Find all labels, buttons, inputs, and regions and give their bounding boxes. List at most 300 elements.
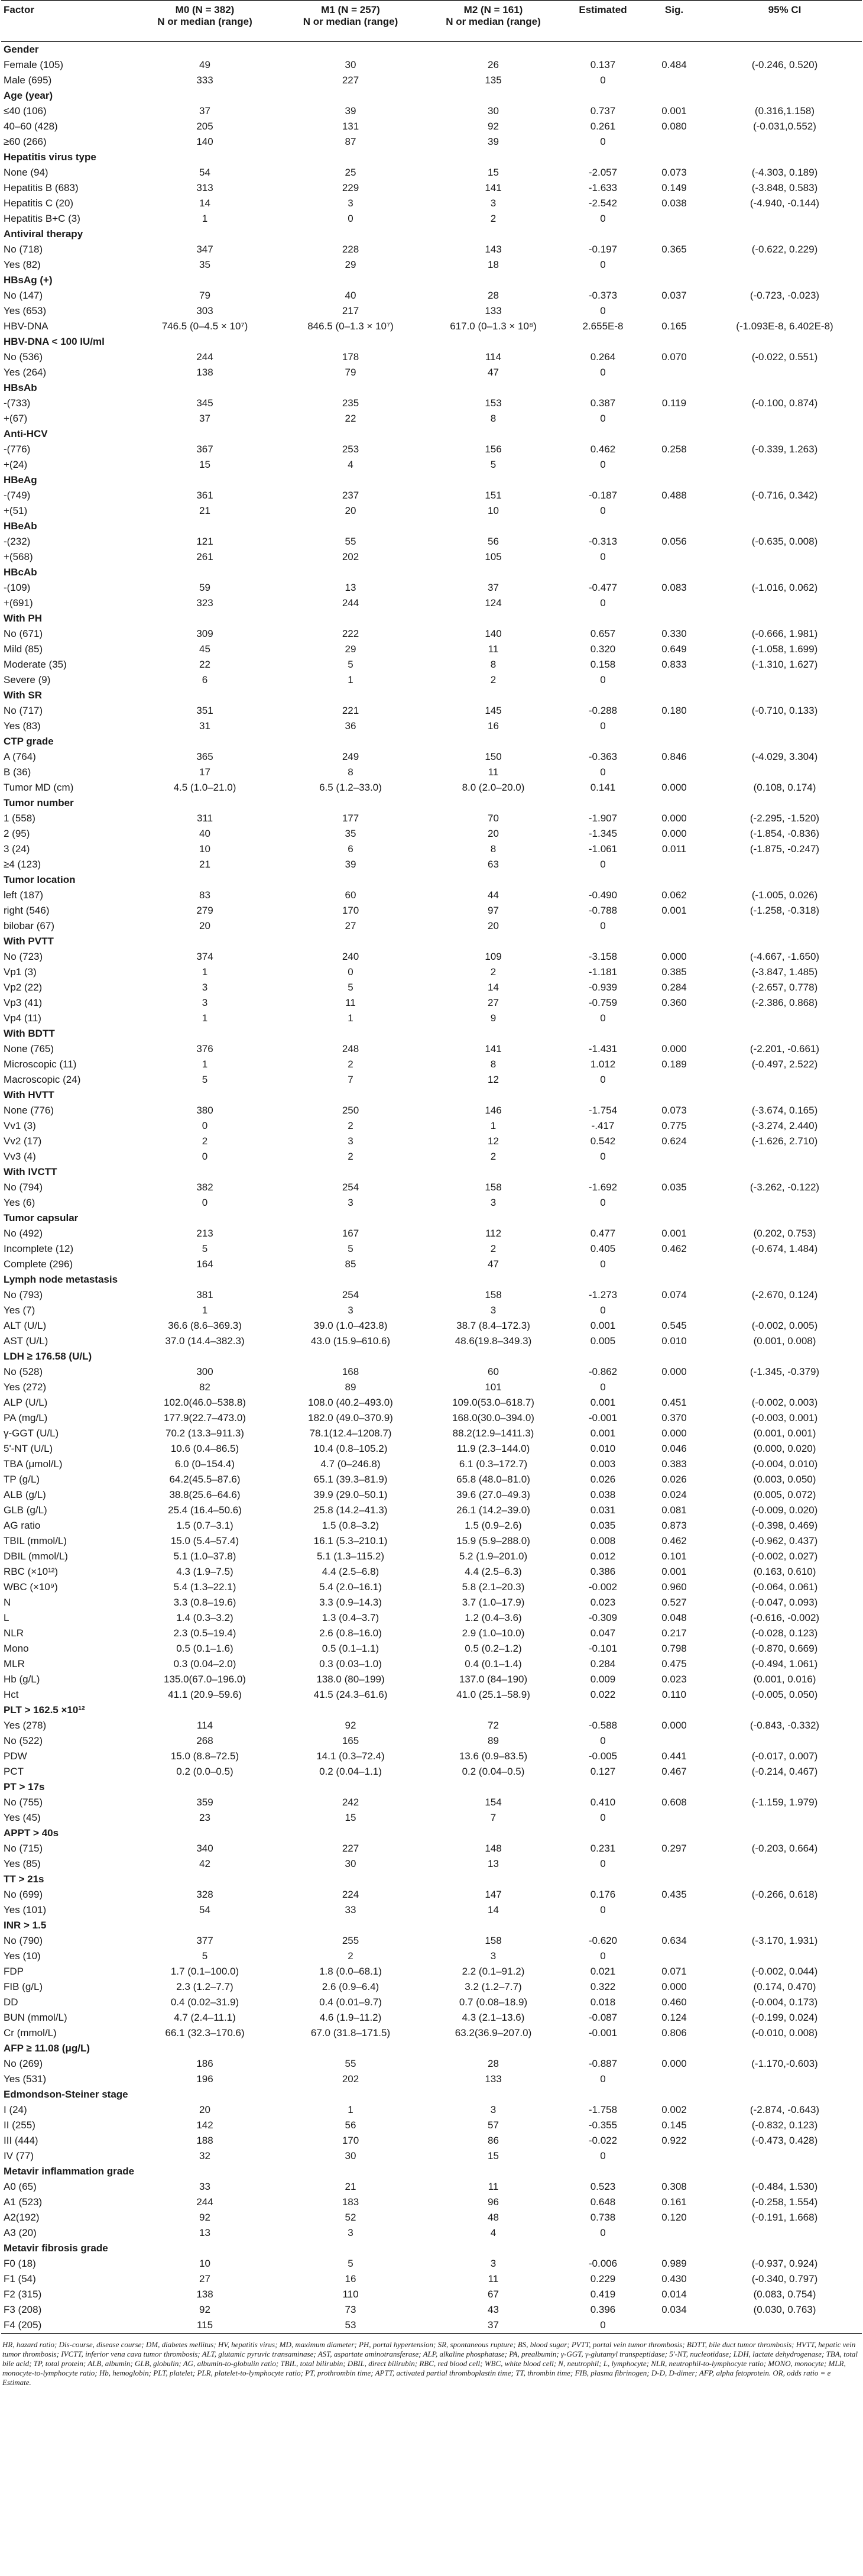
cell-ci: (-0.002, 0.003) [751, 1397, 818, 1408]
cell-m1: 40 [345, 290, 356, 301]
cell-sig: 0.000 [661, 828, 687, 839]
cell-m1: 25.8 (14.2–41.3) [313, 1504, 388, 1516]
cell-m2: 140 [485, 628, 502, 639]
cell-m1: 178 [342, 351, 359, 363]
cell-m1: 3 [348, 1197, 353, 1208]
header-m1-line: M1 (N = 257) [321, 4, 380, 15]
cell-m0: 746.5 (0–4.5 × 10⁷) [161, 321, 248, 332]
cell-m0: 367 [196, 444, 213, 455]
cell-factor: Yes (272) [4, 1381, 47, 1393]
cell-m2: 153 [485, 397, 502, 409]
cell-m1: 1 [348, 2104, 353, 2115]
cell-sig: 0.989 [661, 2258, 687, 2269]
table-row [1, 596, 862, 611]
cell-m2: 4 [490, 2227, 497, 2238]
section-row [1, 688, 862, 703]
section-label: Metavir inflammation grade [4, 2166, 135, 2177]
cell-factor: 2 (95) [4, 828, 30, 839]
cell-m1: 229 [342, 182, 359, 193]
cell-m0: 37.0 (14.4–382.3) [165, 1335, 245, 1347]
cell-sig: 0.070 [661, 351, 687, 363]
cell-factor: No (699) [4, 1889, 43, 1900]
cell-estimated: -0.588 [588, 1720, 618, 1731]
section-row [1, 334, 862, 349]
cell-m0: 32 [199, 2150, 210, 2161]
cell-estimated: -.417 [591, 1120, 615, 1131]
cell-factor: No (790) [4, 1935, 43, 1946]
section-label: PLT > 162.5 ×10¹² [4, 1704, 85, 1716]
cell-m1: 227 [342, 75, 359, 86]
table-row [1, 1011, 862, 1026]
cell-factor: Yes (85) [4, 1858, 41, 1869]
section-label: Gender [4, 44, 39, 55]
cell-m2: 105 [485, 551, 502, 562]
section-row [1, 2041, 862, 2056]
cell-estimated: -0.001 [588, 2027, 618, 2038]
cell-factor: A (764) [4, 751, 36, 762]
cell-factor: No (723) [4, 951, 43, 962]
table-row [1, 1195, 862, 1211]
cell-ci [708, 1011, 862, 1026]
cell-ci [708, 719, 862, 734]
cell-estimated: 0 [600, 1074, 606, 1085]
table-row [1, 1810, 862, 1826]
cell-m1: 2 [348, 1120, 353, 1131]
cell-m0: 177.9(22.7–473.0) [164, 1412, 246, 1423]
cell-m2: 63.2(36.9–207.0) [455, 2027, 532, 2038]
cell-m1: 13 [345, 582, 356, 593]
cell-ci: (-0.002, 0.005) [751, 1320, 818, 1331]
section-label: Tumor capsular [4, 1212, 79, 1224]
cell-m1: 5 [348, 1243, 353, 1254]
cell-ci [708, 257, 862, 273]
cell-m0: 1.4 (0.3–3.2) [176, 1612, 233, 1623]
cell-m0: 15.0 (8.8–72.5) [170, 1750, 239, 1762]
header-estimated-line: Estimated [579, 4, 627, 15]
cell-factor: No (269) [4, 2058, 43, 2069]
cell-m0: 5 [202, 1243, 208, 1254]
cell-estimated: -1.758 [588, 2104, 618, 2115]
cell-ci: (-0.010, 0.008) [751, 2027, 818, 2038]
cell-sig: 0.002 [661, 2104, 687, 2115]
cell-m2: 18 [488, 259, 499, 270]
table-row [1, 2010, 862, 2025]
cell-estimated: 1.012 [590, 1059, 616, 1070]
cell-m1: 250 [342, 1105, 359, 1116]
cell-estimated: 0.158 [590, 659, 616, 670]
table-row [1, 1841, 862, 1856]
cell-m0: 15.0 (5.4–57.4) [170, 1535, 239, 1546]
cell-sig: 0.258 [661, 444, 687, 455]
cell-factor: DD [4, 1996, 18, 2008]
cell-estimated: 0.322 [590, 1981, 616, 1992]
cell-estimated: 0 [600, 75, 606, 86]
cell-sig [641, 134, 708, 150]
cell-m2: 1.2 (0.4–3.6) [465, 1612, 522, 1623]
cell-factor: -(232) [4, 536, 31, 547]
section-row [1, 565, 862, 580]
cell-m2: 47 [488, 1258, 499, 1270]
cell-estimated: 0.026 [590, 1474, 616, 1485]
section-label: INR > 1.5 [4, 1920, 47, 1931]
cell-m1: 16.1 (5.3–210.1) [313, 1535, 388, 1546]
cell-sig: 0.383 [661, 1458, 687, 1470]
cell-factor: Hct [4, 1689, 19, 1700]
table-row [1, 2025, 862, 2041]
cell-m1: 167 [342, 1228, 359, 1239]
section-row [1, 380, 862, 396]
table-row [1, 411, 862, 426]
cell-estimated: 0.001 [590, 1397, 616, 1408]
cell-estimated: 0.176 [590, 1889, 616, 1900]
table-row [1, 1457, 862, 1472]
cell-sig: 0.073 [661, 1105, 687, 1116]
cell-ci: (-0.009, 0.020) [751, 1504, 818, 1516]
cell-estimated: 0 [600, 2150, 606, 2161]
cell-m1: 254 [342, 1182, 359, 1193]
cell-estimated: 0.001 [590, 1428, 616, 1439]
section-label: With PVTT [4, 936, 54, 947]
cell-m2: 65.8 (48.0–81.0) [456, 1474, 530, 1485]
cell-m2: 96 [488, 2196, 499, 2208]
table-row [1, 534, 862, 549]
cell-m2: 26.1 (14.2–39.0) [456, 1504, 530, 1516]
cell-factor: None (765) [4, 1043, 54, 1054]
cell-estimated: 0 [600, 551, 606, 562]
cell-sig: 0.101 [661, 1551, 687, 1562]
cell-ci: (-3.262, -0.122) [750, 1182, 820, 1193]
cell-sig [641, 765, 708, 780]
cell-sig: 0.180 [661, 705, 687, 716]
cell-sig: 0.011 [661, 843, 687, 855]
cell-m1: 73 [345, 2304, 356, 2315]
cell-ci: (-1.626, 2.710) [751, 1135, 818, 1147]
cell-sig: 0.026 [661, 1474, 687, 1485]
cell-factor: Moderate (35) [4, 659, 67, 670]
cell-sig: 0.330 [661, 628, 687, 639]
cell-ci: (-0.003, 0.001) [751, 1412, 818, 1423]
table-row [1, 2256, 862, 2271]
cell-estimated: -1.754 [588, 1105, 618, 1116]
table-row [1, 1749, 862, 1764]
section-row [1, 519, 862, 534]
cell-sig [641, 1902, 708, 1918]
cell-ci: (0.001, 0.008) [753, 1335, 816, 1347]
cell-m0: 340 [196, 1843, 213, 1854]
cell-estimated: -0.197 [588, 244, 618, 255]
cell-sig: 0.475 [661, 1658, 687, 1669]
cell-sig: 0.145 [661, 2119, 687, 2131]
cell-m2: 11 [488, 643, 499, 655]
cell-factor: I (24) [4, 2104, 27, 2115]
cell-factor: AG ratio [4, 1520, 41, 1531]
cell-sig: 0.074 [661, 1289, 687, 1300]
cell-factor: No (794) [4, 1182, 43, 1193]
cell-m1: 39.9 (29.0–50.1) [313, 1489, 388, 1500]
cell-m0: 20 [199, 2104, 210, 2115]
cell-m0: 5 [202, 1074, 208, 1085]
cell-m0: 213 [196, 1228, 213, 1239]
cell-ci: (-2.657, 0.778) [751, 982, 818, 993]
cell-m2: 2.9 (1.0–10.0) [462, 1627, 525, 1639]
table-row [1, 703, 862, 719]
cell-sig: 0.010 [661, 1335, 687, 1347]
cell-factor: Cr (mmol/L) [4, 2027, 57, 2038]
cell-ci: (-1.093E-8, 6.402E-8) [736, 321, 833, 332]
cell-m0: 244 [196, 2196, 213, 2208]
cell-m0: 37 [199, 413, 210, 424]
cell-m1: 30 [345, 59, 356, 70]
cell-estimated: 0 [600, 2073, 606, 2085]
cell-sig [641, 596, 708, 611]
cell-ci [708, 1149, 862, 1164]
cell-estimated: 0.410 [590, 1797, 616, 1808]
cell-factor: Yes (101) [4, 1904, 47, 1915]
cell-ci: (0.202, 0.753) [753, 1228, 816, 1239]
cell-ci [708, 1303, 862, 1318]
cell-m1: 244 [342, 597, 359, 609]
cell-m0: 10.6 (0.4–86.5) [170, 1443, 239, 1454]
cell-estimated: 0 [600, 1151, 606, 1162]
cell-m2: 0.5 (0.2–1.2) [465, 1643, 522, 1654]
cell-sig: 0.000 [661, 813, 687, 824]
cell-m1: 30 [345, 2150, 356, 2161]
cell-factor: Yes (278) [4, 1720, 47, 1731]
cell-m0: 25.4 (16.4–50.6) [168, 1504, 242, 1516]
cell-ci: (-0.031,0.552) [753, 121, 816, 132]
cell-m0: 54 [199, 1904, 210, 1915]
cell-estimated: -0.309 [588, 1612, 618, 1623]
cell-ci: (-2.670, 0.124) [751, 1289, 818, 1300]
cell-m2: 158 [485, 1289, 502, 1300]
cell-m0: 311 [196, 813, 213, 824]
cell-m1: 35 [345, 828, 356, 839]
cell-estimated: 0 [600, 413, 606, 424]
cell-factor: TBA (μmol/L) [4, 1458, 63, 1470]
table-row [1, 1856, 862, 1872]
cell-m0: 351 [196, 705, 213, 716]
cell-m0: 66.1 (32.3–170.6) [165, 2027, 245, 2038]
cell-m2: 89 [488, 1735, 499, 1746]
cell-m1: 3 [348, 1135, 353, 1147]
section-label: AFP ≥ 11.08 (μg/L) [4, 2043, 90, 2054]
cell-m2: 15.9 (5.9–288.0) [456, 1535, 530, 1546]
cell-factor: A2(192) [4, 2212, 40, 2223]
cell-estimated: -0.862 [588, 1366, 618, 1377]
cell-ci: (-0.937, 0.924) [751, 2258, 818, 2269]
cell-sig [641, 1072, 708, 1088]
cell-estimated: -0.005 [588, 1750, 618, 1762]
cell-factor: NLR [4, 1627, 24, 1639]
table-row [1, 857, 862, 872]
cell-ci [708, 503, 862, 519]
table-row [1, 980, 862, 995]
cell-sig: 0.798 [661, 1643, 687, 1654]
cell-sig [641, 2318, 708, 2334]
cell-m0: 35 [199, 259, 210, 270]
cell-factor: FIB (g/L) [4, 1981, 43, 1992]
cell-m2: 151 [485, 490, 502, 501]
cell-sig: 0.161 [661, 2196, 687, 2208]
cell-factor: Vp1 (3) [4, 966, 37, 978]
cell-sig [641, 672, 708, 688]
cell-m2: 8 [490, 1059, 497, 1070]
cell-m2: 147 [485, 1889, 502, 1900]
cell-ci: (-0.843, -0.332) [750, 1720, 820, 1731]
cell-factor: BUN (mmol/L) [4, 2012, 67, 2023]
cell-estimated: 0.035 [590, 1520, 616, 1531]
cell-ci: (-0.473, 0.428) [751, 2135, 818, 2146]
cell-estimated: -0.002 [588, 1581, 618, 1593]
cell-m1: 1.5 (0.8–3.2) [322, 1520, 379, 1531]
cell-m1: 202 [342, 551, 359, 562]
cell-estimated: -0.620 [588, 1935, 618, 1946]
cell-sig: 0.048 [661, 1612, 687, 1623]
cell-m0: 27 [199, 2273, 210, 2284]
section-row [1, 473, 862, 488]
section-row [1, 1703, 862, 1718]
cell-ci [708, 596, 862, 611]
table-row [1, 1610, 862, 1626]
cell-factor: No (718) [4, 244, 43, 255]
cell-estimated: 0.320 [590, 643, 616, 655]
table-row [1, 349, 862, 365]
cell-estimated: 0.127 [590, 1766, 616, 1777]
cell-m2: 1 [490, 1120, 497, 1131]
table-row [1, 196, 862, 211]
cell-sig [641, 2072, 708, 2087]
cell-factor: IV (77) [4, 2150, 34, 2161]
cell-ci [708, 918, 862, 934]
cell-ci: (-0.666, 1.981) [751, 628, 818, 639]
cell-estimated: -0.087 [588, 2012, 618, 2023]
cell-m0: 92 [199, 2212, 210, 2223]
table-row [1, 1933, 862, 1949]
section-label: CTP grade [4, 736, 54, 747]
cell-m0: 5.4 (1.3–22.1) [173, 1581, 236, 1593]
cell-m2: 4.3 (2.1–13.6) [462, 2012, 525, 2023]
cell-m2: 3 [490, 1305, 497, 1316]
cell-m0: 83 [199, 889, 210, 901]
cell-factor: +(51) [4, 505, 28, 516]
cell-m1: 11 [345, 997, 356, 1008]
cell-ci: (-4.940, -0.144) [750, 198, 820, 209]
cell-m1: 16 [345, 2273, 356, 2284]
cell-m2: 72 [488, 1720, 499, 1731]
cell-sig: 0.000 [661, 1428, 687, 1439]
table-row [1, 549, 862, 565]
cell-m0: 23 [199, 1812, 210, 1823]
cell-m0: 1.5 (0.7–3.1) [176, 1520, 233, 1531]
cell-m0: 261 [196, 551, 213, 562]
cell-factor: Vv1 (3) [4, 1120, 36, 1131]
cell-estimated: 0 [600, 920, 606, 931]
section-row [1, 1918, 862, 1933]
cell-estimated: -1.633 [588, 182, 618, 193]
cell-factor: No (717) [4, 705, 43, 716]
cell-estimated: 0.737 [590, 105, 616, 116]
cell-m0: 10 [199, 2258, 210, 2269]
cell-m1: 60 [345, 889, 356, 901]
cell-factor: Vv3 (4) [4, 1151, 36, 1162]
header-m1-line: N or median (range) [303, 16, 398, 27]
cell-m1: 39 [345, 859, 356, 870]
cell-m1: 4 [348, 459, 353, 470]
cell-factor: -(733) [4, 397, 31, 409]
cell-m1: 4.4 (2.5–6.8) [322, 1566, 379, 1577]
cell-m0: 186 [196, 2058, 213, 2069]
cell-ci: (-0.723, -0.023) [750, 290, 820, 301]
cell-ci: (-0.398, 0.469) [751, 1520, 818, 1531]
table-row [1, 1503, 862, 1518]
cell-m1: 228 [342, 244, 359, 255]
cell-m0: 382 [196, 1182, 213, 1193]
cell-factor: No (492) [4, 1228, 43, 1239]
cell-ci: (0.174, 0.470) [753, 1981, 816, 1992]
cell-m2: 92 [488, 121, 499, 132]
section-label: With SR [4, 690, 43, 701]
cell-m0: 0.5 (0.1–1.6) [176, 1643, 233, 1654]
section-row [1, 934, 862, 949]
cell-ci: (-0.199, 0.024) [751, 2012, 818, 2023]
cell-m0: 41.1 (20.9–59.6) [168, 1689, 242, 1700]
cell-m2: 2 [490, 213, 497, 224]
cell-m0: 82 [199, 1381, 210, 1393]
cell-estimated: 0.738 [590, 2212, 616, 2223]
cell-m2: 37 [421, 2318, 565, 2334]
table-row [1, 1687, 862, 1703]
cell-m1: 108.0 (40.2–493.0) [308, 1397, 393, 1408]
table-row [1, 1134, 862, 1149]
cell-ci: (-0.635, 0.008) [751, 536, 818, 547]
cell-ci [708, 1380, 862, 1395]
cell-ci [708, 2318, 862, 2334]
cell-m0: 6.0 (0–154.4) [174, 1458, 235, 1470]
table-row [1, 119, 862, 134]
cell-factor: +(568) [4, 551, 33, 562]
cell-ci: (-0.870, 0.669) [751, 1643, 818, 1654]
table-row [1, 1964, 862, 1979]
cell-estimated: 0 [600, 1258, 606, 1270]
cell-m1: 1.8 (0.0–68.1) [319, 1966, 382, 1977]
table-row [1, 2148, 862, 2164]
cell-m0: 102.0(46.0–538.8) [164, 1397, 246, 1408]
cell-factor: F4 (205) [1, 2318, 130, 2334]
cell-sig: 0.124 [661, 2012, 687, 2023]
cell-estimated: -0.101 [588, 1643, 618, 1654]
table-row [1, 1564, 862, 1580]
section-row [1, 795, 862, 811]
cell-m1: 89 [345, 1381, 356, 1393]
cell-ci [708, 1949, 862, 1964]
cell-m1: 21 [345, 2181, 356, 2192]
table-row [1, 1364, 862, 1380]
cell-sig: 0.110 [661, 1689, 687, 1700]
cell-m1: 2 [348, 1950, 353, 1962]
cell-m2: 39.6 (27.0–49.3) [456, 1489, 530, 1500]
cell-m2: 47 [488, 367, 499, 378]
cell-estimated: 0 [600, 1950, 606, 1962]
cell-m2: 27 [488, 997, 499, 1008]
cell-ci: (-0.017, 0.007) [751, 1750, 818, 1762]
table-row [1, 1426, 862, 1441]
cell-m2: 30 [488, 105, 499, 116]
cell-m0: 188 [196, 2135, 213, 2146]
cell-factor: B (36) [4, 766, 31, 778]
cell-ci [708, 2072, 862, 2087]
cell-m1: 8 [348, 766, 353, 778]
cell-sig: 0.073 [661, 167, 687, 178]
